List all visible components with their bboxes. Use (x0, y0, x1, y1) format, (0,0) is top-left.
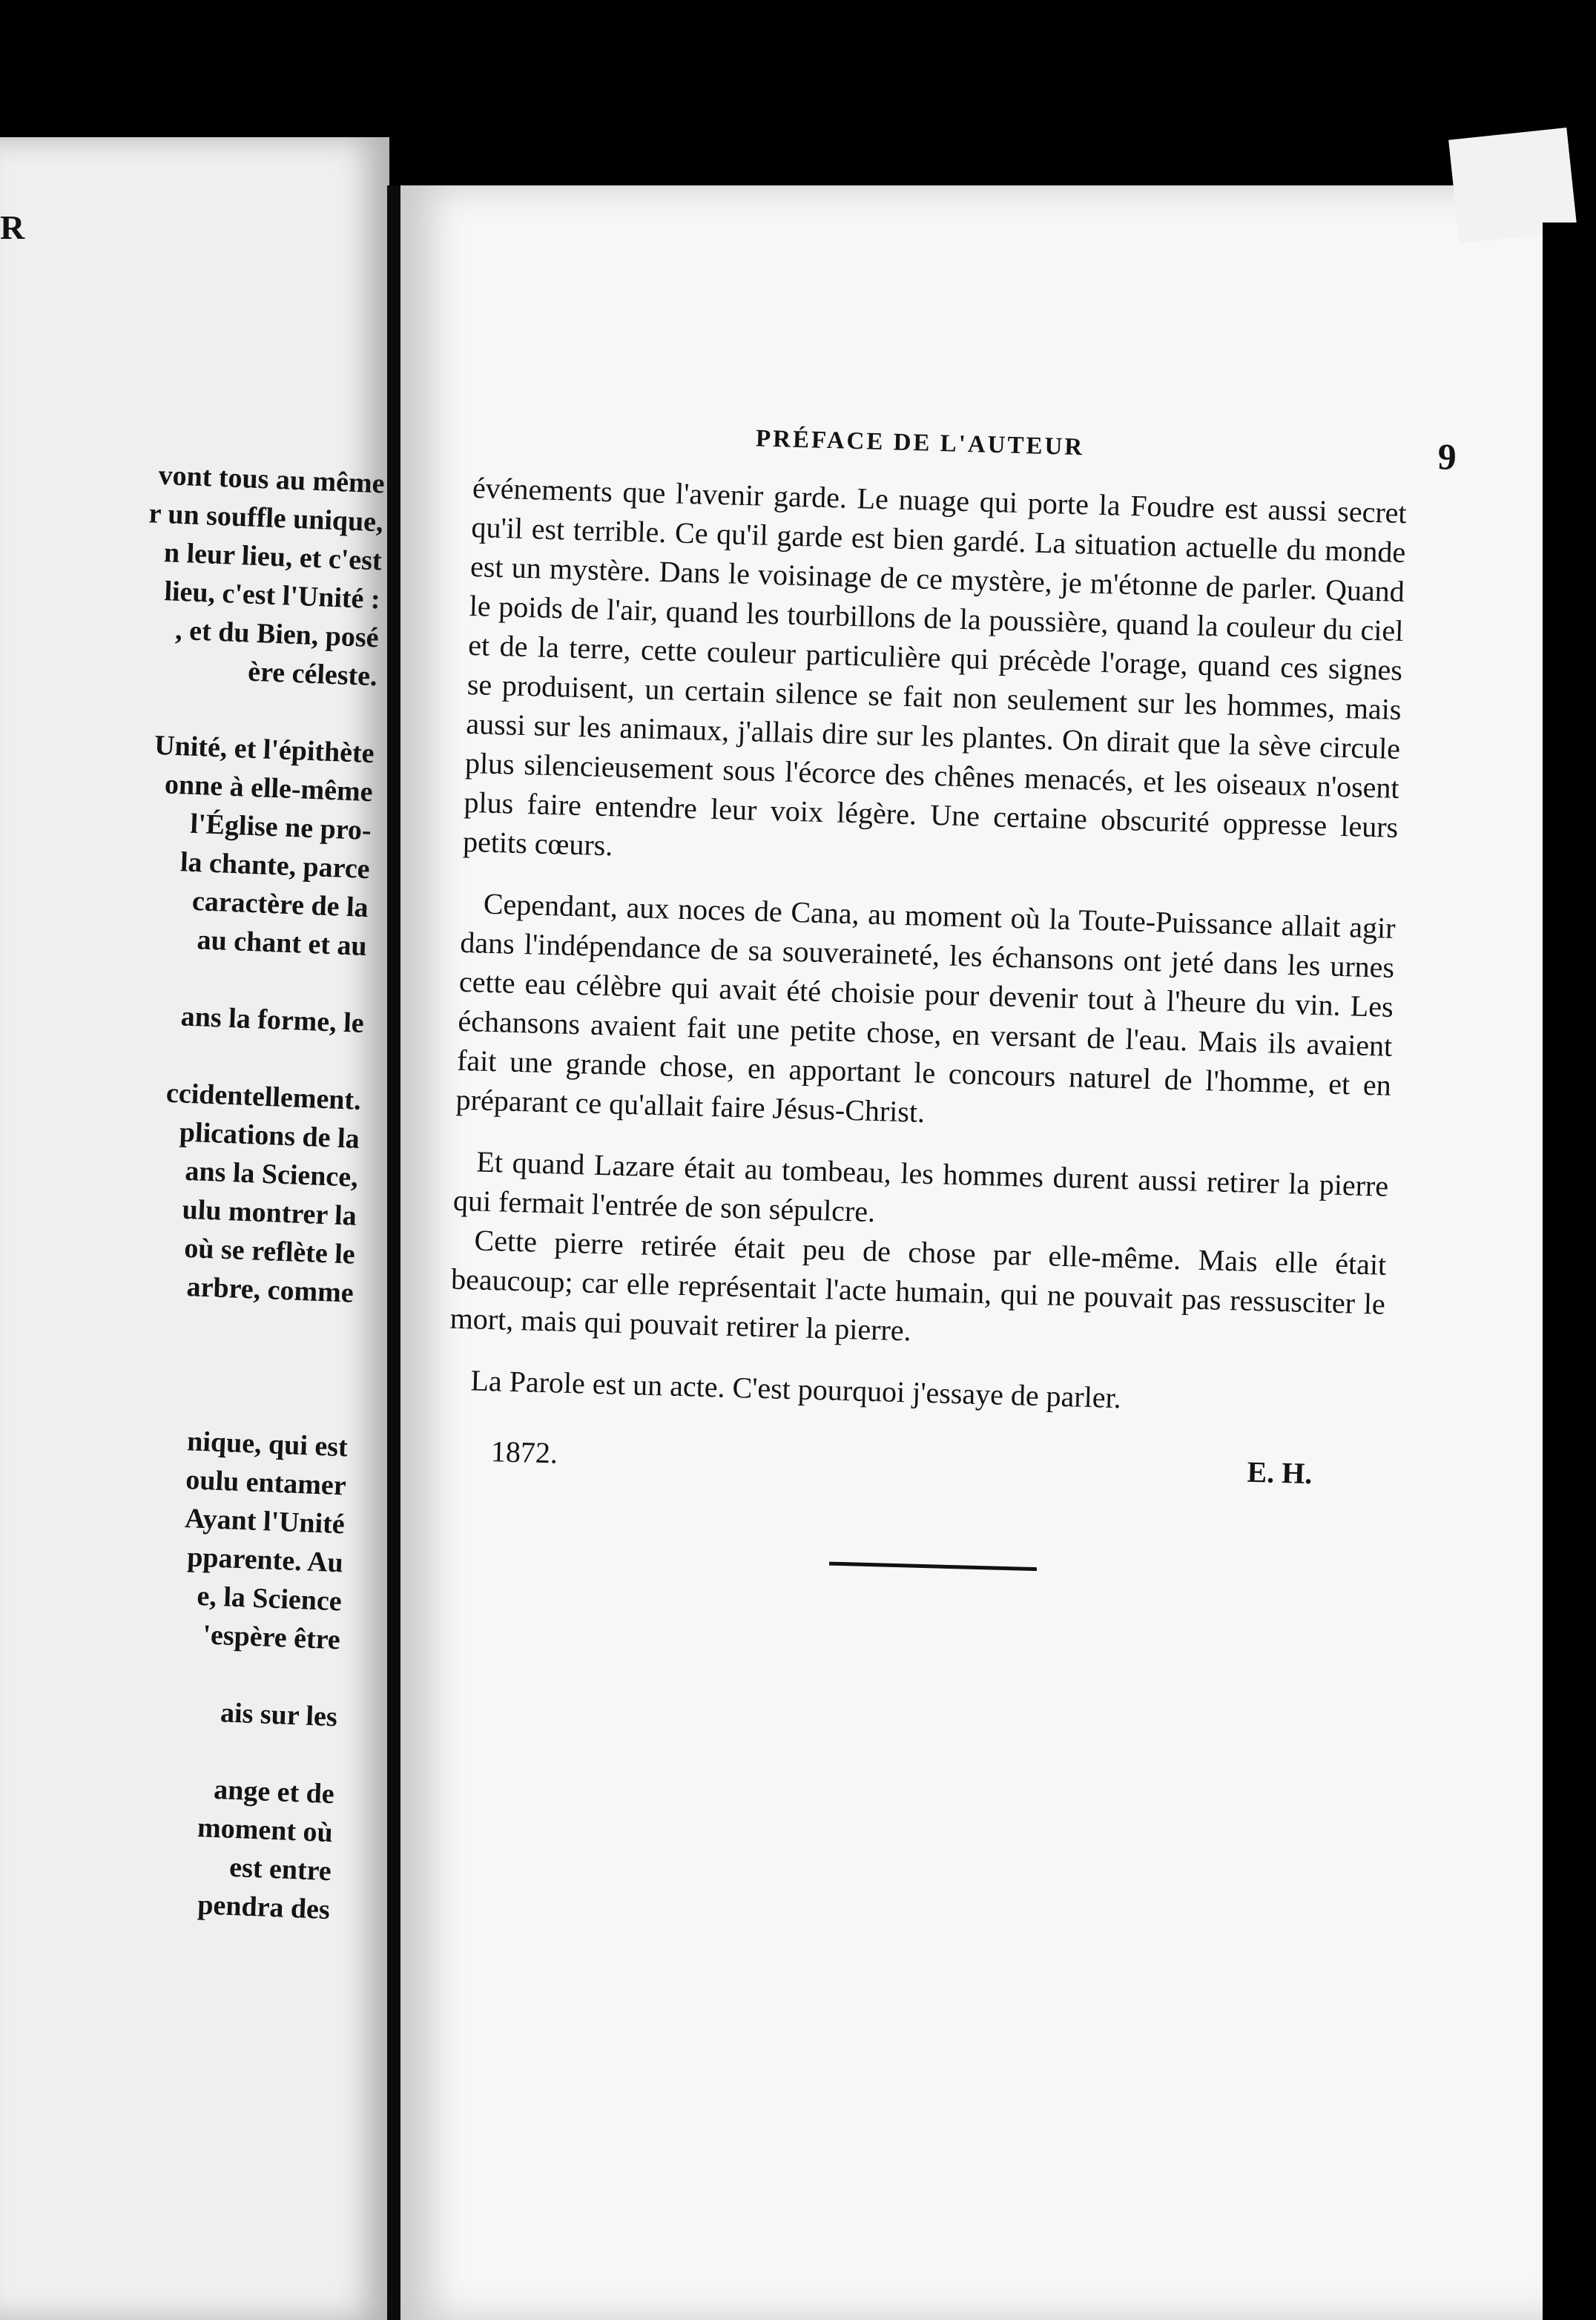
left-page-line: ans la forme, le (180, 1001, 365, 1039)
right-scan-edge (1543, 223, 1596, 2320)
left-page-line: r un souffle unique, (148, 498, 384, 538)
paragraph: Cette pierre retirée était peu de chose par elle-même. Mais elle était beaucoup; car elle représentait l'acte humain, qui ne pouvait pas ressusciter le mort, mais qui pouvait retirer la pierre. (449, 1223, 1387, 1348)
right-page (400, 185, 1543, 2320)
running-head-title: PRÉFACE DE L'AUTEUR (755, 425, 1085, 461)
left-page-line: n leur lieu, et c'est (163, 537, 383, 577)
left-page-line: la chante, parce (179, 846, 371, 886)
left-page-line: plications de la (179, 1116, 360, 1155)
left-page-line: moment où (197, 1812, 334, 1849)
left-page-line: Unité, et l'épithète (154, 729, 375, 770)
left-page-line: ccidentellement. (165, 1077, 362, 1116)
left-page-line: Ayant l'Unité (184, 1503, 346, 1540)
left-page-line: est entre (228, 1851, 332, 1888)
right-page-content (415, 408, 1457, 1517)
left-page-line: ulu montrer la (181, 1193, 357, 1232)
body-text (448, 468, 1408, 1425)
left-page-line: onne à elle-même (164, 768, 374, 808)
paragraph: La Parole est un acte. C'est pourquoi j'essaye de parler. (469, 1363, 1122, 1415)
left-page-line: caractère de la (191, 885, 369, 924)
page-number: 9 (1437, 435, 1457, 478)
signoff (445, 1433, 1381, 1517)
left-page-line: ais sur les (220, 1697, 338, 1733)
date: 1872. (490, 1434, 558, 1470)
left-page-line: oulu entamer (185, 1464, 347, 1502)
left-page-line: où se reflète le (183, 1232, 356, 1271)
left-page-line: lieu, c'est l'Unité : (163, 576, 381, 616)
left-page-line: au chant et au (196, 924, 368, 963)
paragraph: Cependant, aux noces de Cana, au moment où la Toute-Puissance allait agir dans l'indépendance de sa souveraineté, les échansons ont jeté dans les urnes cette eau célèbre qui avait été choisie pour devenir tout à l'heure du vin. Les échansons avaient fait une petite chose, en versant de l'eau. Mais ils avaient fait une grande chose, en apportant le concours naturel de l'homme, et en préparant ce qu'allait faire Jésus-Christ. (455, 886, 1396, 1129)
left-page-letter: R (0, 208, 25, 246)
left-page-line: l'Église ne pro- (189, 808, 372, 847)
left-page-line: pparente. Au (186, 1541, 344, 1579)
left-page-line: vont tous au même (157, 459, 386, 500)
closing-rule (829, 1562, 1037, 1572)
paragraph: Et quand Lazare était au tombeau, les hommes durent aussi retirer la pierre qui fermait l'entrée de son sépulcre. (452, 1144, 1389, 1229)
left-page-line: nique, qui est (186, 1426, 349, 1463)
left-page-line: , et du Bien, posé (174, 614, 380, 654)
left-page-line: ange et de (213, 1773, 335, 1810)
book-gutter (387, 185, 402, 2320)
left-page-line: e, la Science (196, 1580, 343, 1618)
left-page-text (0, 449, 386, 1929)
paragraph: événements que l'avenir garde. Le nuage qui porte la Foudre est aussi secret qu'il est terrible. Ce qu'il garde est bien gardé. La situation actuelle du monde est un mystère. Dans le voisinage de ce mystère, je m'étonne de parler. Quand le poids de l'air, quand les tourbillons de la poussière, quand la couleur du ciel et de la terre, cette couleur particulière qui précède l'orage, quand ces signes se produisent, un certain silence se fait non seulement sur les hommes, mais aussi sur les animaux, j'allais dire sur les plantes. On dirait que la sève circule plus silencieusement sous l'écorce des chênes menacés, et les oiseaux n'osent plus faire entendre leur voix légère. Une certaine obscurité oppresse leurs petits cœurs. (462, 471, 1408, 863)
left-page-line: arbre, comme (185, 1271, 355, 1309)
left-page-line: 'espère être (202, 1619, 341, 1656)
left-page (0, 137, 389, 2320)
left-page-line: pendra des (197, 1889, 331, 1926)
left-page-line: ère céleste. (247, 656, 378, 693)
left-page-line: ans la Science, (184, 1155, 359, 1193)
author-initials: E. H. (1246, 1454, 1313, 1491)
